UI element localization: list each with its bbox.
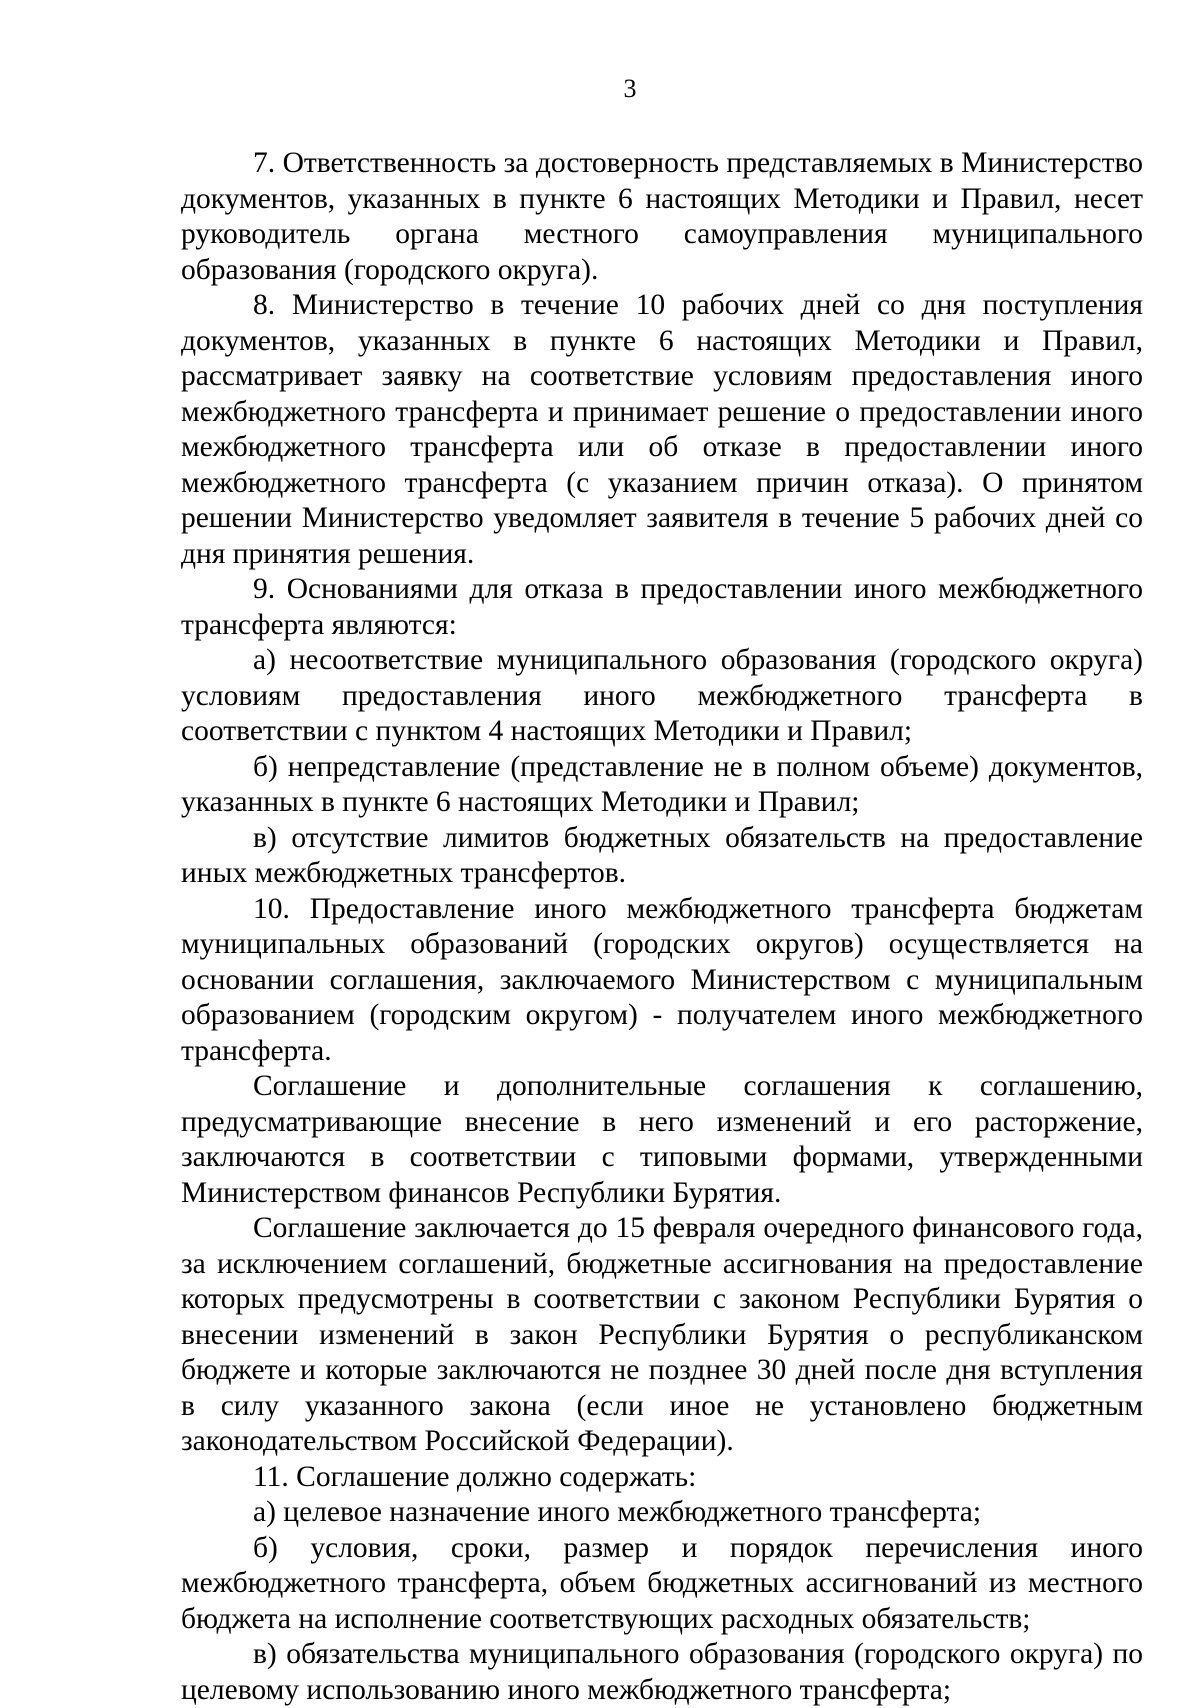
paragraph-9-item-v: в) отсутствие лимитов бюджетных обязательств на предоставление иных межбюджетных трансфертов.	[181, 821, 1143, 889]
paragraph-9-item-b: б) непредставление (представление не в полном объеме) документов, указанных в пункте 6 настоящих Методики и Правил;	[181, 750, 1143, 818]
paragraph-9: 9. Основаниями для отказа в предоставлении иного межбюджетного трансферта являются:	[181, 573, 1143, 641]
document-body	[181, 146, 1143, 1708]
paragraph-10-agreement-deadline: Соглашение заключается до 15 февраля очередного финансового года, за исключением соглашений, бюджетные ассигнования на предоставление которых предусмотрены в соответствии с законом Республики Бурятия о внесении изменений в закон Республики Бурятия о республиканском бюджете и которые заключаются не позднее 30 дней после дня вступления в силу указанного закона (если иное не установлено бюджетным законодательством Российской Федерации).	[181, 1212, 1143, 1457]
page-number: 3	[623, 74, 637, 103]
paragraph-11-item-b: б) условия, сроки, размер и порядок перечисления иного межбюджетного трансферта, объем бюджетных ассигнований из местного бюджета на исполнение соответствующих расходных обязательств;	[181, 1531, 1143, 1635]
paragraph-9-item-a: а) несоответствие муниципального образования (городского округа) условиям предоставления иного межбюджетного трансферта в соответствии с пунктом 4 настоящих Методики и Правил;	[181, 644, 1143, 747]
paragraph-10-agreement-forms: Соглашение и дополнительные соглашения к соглашению, предусматривающие внесение в него изменений и его расторжение, заключаются в соответствии с типовыми формами, утвержденными Министерством финансов Республики Бурятия.	[181, 1070, 1143, 1209]
paragraph-7: 7. Ответственность за достоверность представляемых в Министерство документов, указанных в пункте 6 настоящих Методики и Правил, несет руководитель органа местного самоуправления муниципального образования (городского округа).	[181, 147, 1143, 286]
paragraph-11-item-v: в) обязательства муниципального образования (городского округа) по целевому использованию иного межбюджетного трансферта;	[181, 1638, 1143, 1706]
paragraph-11: 11. Соглашение должно содержать:	[253, 1460, 697, 1493]
paragraph-10: 10. Предоставление иного межбюджетного трансферта бюджетам муниципальных образований (городских округов) осуществляется на основании соглашения, заключаемого Министерством с муниципальным образованием (городским округом) - получателем иного межбюджетного трансферта.	[181, 892, 1143, 1067]
paragraph-8: 8. Министерство в течение 10 рабочих дней со дня поступления документов, указанных в пункте 6 настоящих Методики и Правил, рассматривает заявку на соответствие условиям предоставления иного межбюджетного трансферта и принимает решение о предоставлении иного межбюджетного трансферта или об отказе в предоставлении иного межбюджетного трансферта (с указанием причин отказа). О принятом решении Министерство уведомляет заявителя в течение 5 рабочих дней со дня принятия решения.	[181, 289, 1143, 570]
paragraph-11-item-a: а) целевое назначение иного межбюджетного трансферта;	[253, 1496, 982, 1528]
